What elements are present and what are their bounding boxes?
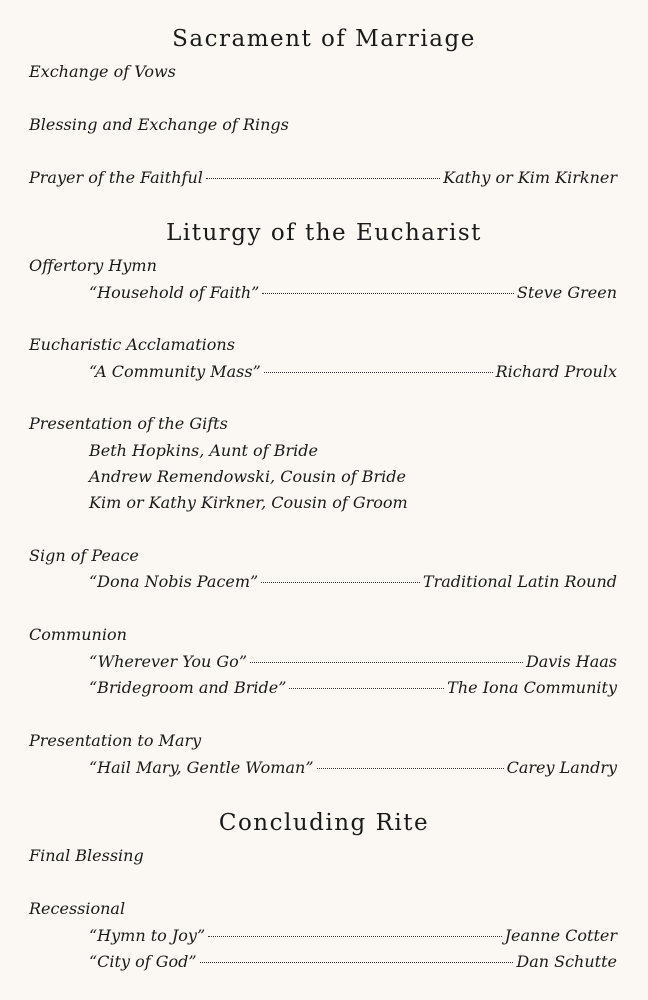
item-prayer-of-faithful xyxy=(29,168,617,188)
section-heading-sacrament: Sacrament of Marriage xyxy=(172,26,476,52)
dot-leader xyxy=(289,688,444,689)
item-recessional: Recessional xyxy=(29,899,126,918)
dot-leader xyxy=(261,582,420,583)
dot-leader xyxy=(250,662,523,663)
song-row xyxy=(89,678,617,698)
dot-leader xyxy=(200,962,514,963)
song-title: “A Community Mass” xyxy=(89,362,261,381)
section-heading-concluding: Concluding Rite xyxy=(218,810,430,836)
song-row xyxy=(89,283,617,303)
song-title: “Hymn to Joy” xyxy=(89,926,206,945)
item-offertory-hymn: Offertory Hymn xyxy=(29,256,157,275)
gift-bearer: Kim or Kathy Kirkner, Cousin of Groom xyxy=(89,493,408,512)
song-title: “Bridegroom and Bride” xyxy=(89,678,287,697)
section-heading-eucharist: Liturgy of the Eucharist xyxy=(166,220,482,246)
song-row xyxy=(89,652,617,672)
song-title: “Household of Faith” xyxy=(89,283,260,302)
item-label: Prayer of the Faithful xyxy=(29,168,203,187)
song-title: “Wherever You Go” xyxy=(89,652,247,671)
item-presentation-to-mary: Presentation to Mary xyxy=(29,731,202,750)
item-final-blessing: Final Blessing xyxy=(29,846,144,865)
song-row xyxy=(89,758,617,778)
song-composer: Jeanne Cotter xyxy=(504,926,617,945)
song-row xyxy=(89,952,617,972)
song-composer: Carey Landry xyxy=(506,758,617,777)
song-composer: Steve Green xyxy=(516,283,617,302)
song-composer: The Iona Community xyxy=(447,678,617,697)
song-title: “City of God” xyxy=(89,952,197,971)
song-row xyxy=(89,926,617,946)
song-title: “Hail Mary, Gentle Woman” xyxy=(89,758,314,777)
song-composer: Dan Schutte xyxy=(516,952,617,971)
dot-leader xyxy=(208,936,501,937)
song-row xyxy=(89,572,617,592)
song-composer: Richard Proulx xyxy=(495,362,617,381)
dot-leader xyxy=(262,293,514,294)
item-performer: Kathy or Kim Kirkner xyxy=(443,168,617,187)
song-composer: Davis Haas xyxy=(525,652,617,671)
item-exchange-of-vows: Exchange of Vows xyxy=(29,62,176,81)
song-row xyxy=(89,362,617,382)
gift-bearer: Beth Hopkins, Aunt of Bride xyxy=(89,441,318,460)
gift-bearer: Andrew Remendowski, Cousin of Bride xyxy=(89,467,406,486)
dot-leader xyxy=(317,768,504,769)
item-presentation-of-gifts: Presentation of the Gifts xyxy=(29,414,228,433)
item-sign-of-peace: Sign of Peace xyxy=(29,546,139,565)
dot-leader xyxy=(206,178,440,179)
song-title: “Dona Nobis Pacem” xyxy=(89,572,259,591)
item-blessing-rings: Blessing and Exchange of Rings xyxy=(29,115,289,134)
dot-leader xyxy=(264,372,493,373)
song-composer: Traditional Latin Round xyxy=(422,572,617,591)
item-eucharistic-acclamations: Eucharistic Acclamations xyxy=(29,335,235,354)
item-communion: Communion xyxy=(29,625,127,644)
